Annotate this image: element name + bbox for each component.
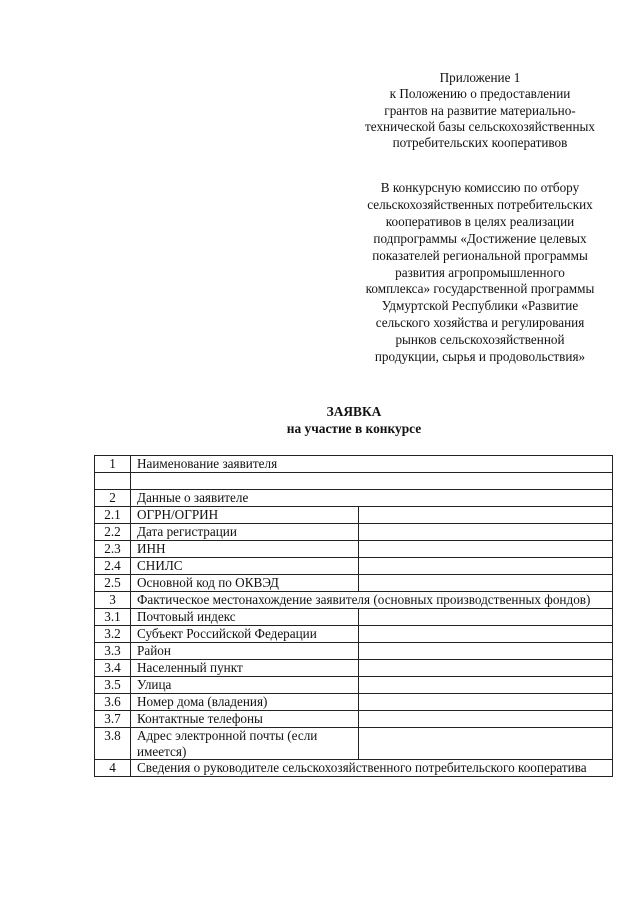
form-row [95,711,613,728]
field-value-cell[interactable] [359,728,613,760]
title-main: ЗАЯВКА [326,404,382,419]
title-sub: на участие в конкурсе [286,421,422,436]
appendix-heading [330,70,630,151]
section-label: Сведения о руководителе сельскохозяйственного потребительского кооператива [131,760,613,777]
field-label: Населенный пункт [131,660,359,677]
form-row [95,456,613,473]
document-title [0,403,640,437]
field-label: ИНН [131,541,359,558]
form-row [95,524,613,541]
form-row [95,643,613,660]
appendix-line: грантов на развитие материально- [384,102,576,118]
field-value-cell[interactable] [359,541,613,558]
row-number: 2 [95,490,131,507]
row-number: 3 [95,592,131,609]
row-number: 4 [95,760,131,777]
field-label: ОГРН/ОГРИН [131,507,359,524]
row-number: 3.2 [95,626,131,643]
row-number: 2.4 [95,558,131,575]
row-number: 3.1 [95,609,131,626]
row-number: 2.1 [95,507,131,524]
field-label: Субъект Российской Федерации [131,626,359,643]
appendix-line: Приложение 1 [439,70,521,85]
row-number: 2.3 [95,541,131,558]
form-row [95,609,613,626]
addressee-line: В конкурсную комиссию по отбору [380,180,580,195]
field-label: Дата регистрации [131,524,359,541]
field-label: Улица [131,677,359,694]
section-label: Фактическое местонахождение заявителя (основных производственных фондов) [131,592,613,609]
addressee-line: рынков сельскохозяйственной [395,332,565,348]
field-label: Основной код по ОКВЭД [131,575,359,592]
field-value-cell[interactable] [359,609,613,626]
form-row [95,728,613,760]
form-row [95,541,613,558]
form-row [95,677,613,694]
field-label: Контактные телефоны [131,711,359,728]
field-label: Район [131,643,359,660]
field-value-cell[interactable] [359,677,613,694]
blank-cell[interactable] [131,473,613,490]
field-value-cell[interactable] [359,626,613,643]
field-value-cell[interactable] [359,507,613,524]
row-number: 3.4 [95,660,131,677]
addressee-line: развития агропромышленного [395,264,565,280]
row-number: 3.7 [95,711,131,728]
row-number [95,473,131,490]
field-label: Номер дома (владения) [131,694,359,711]
row-number: 1 [95,456,131,473]
field-label: СНИЛС [131,558,359,575]
form-table-body [95,456,613,777]
field-value-cell[interactable] [359,643,613,660]
field-value-cell[interactable] [359,575,613,592]
form-row [95,592,613,609]
form-row [95,694,613,711]
application-form-table [94,455,613,777]
row-number: 2.5 [95,575,131,592]
appendix-line: потребительских кооперативов [392,135,568,151]
appendix-line: технической базы сельскохозяйственных [365,118,595,134]
field-value-cell[interactable] [359,711,613,728]
field-value-cell[interactable] [359,558,613,575]
row-number: 2.2 [95,524,131,541]
section-label: Наименование заявителя [131,456,613,473]
field-label: Адрес электронной почты (если имеется) [131,728,359,760]
addressee-line: продукции, сырья и продовольствия» [374,349,586,365]
row-number: 3.5 [95,677,131,694]
form-row [95,660,613,677]
blank-row [95,473,613,490]
addressee-block [330,180,630,366]
addressee-line: сельскохозяйственных потребительских [367,196,593,212]
section-label: Данные о заявителе [131,490,613,507]
form-row [95,558,613,575]
field-value-cell[interactable] [359,660,613,677]
field-value-cell[interactable] [359,524,613,541]
field-value-cell[interactable] [359,694,613,711]
addressee-line: Удмуртской Республики «Развитие [381,298,579,314]
form-row [95,507,613,524]
form-row [95,626,613,643]
row-number: 3.6 [95,694,131,711]
appendix-line: к Положению о предоставлении [389,86,571,102]
form-row [95,490,613,507]
addressee-line: комплекса» государственной программы [365,281,595,297]
row-number: 3.8 [95,728,131,760]
addressee-line: подпрограммы «Достижение целевых [373,230,587,246]
addressee-line: показателей региональной программы [372,247,588,263]
row-number: 3.3 [95,643,131,660]
addressee-line: кооперативов в целях реализации [385,213,575,229]
form-row [95,575,613,592]
form-row [95,760,613,777]
addressee-line: сельского хозяйства и регулирования [375,315,585,331]
field-label: Почтовый индекс [131,609,359,626]
